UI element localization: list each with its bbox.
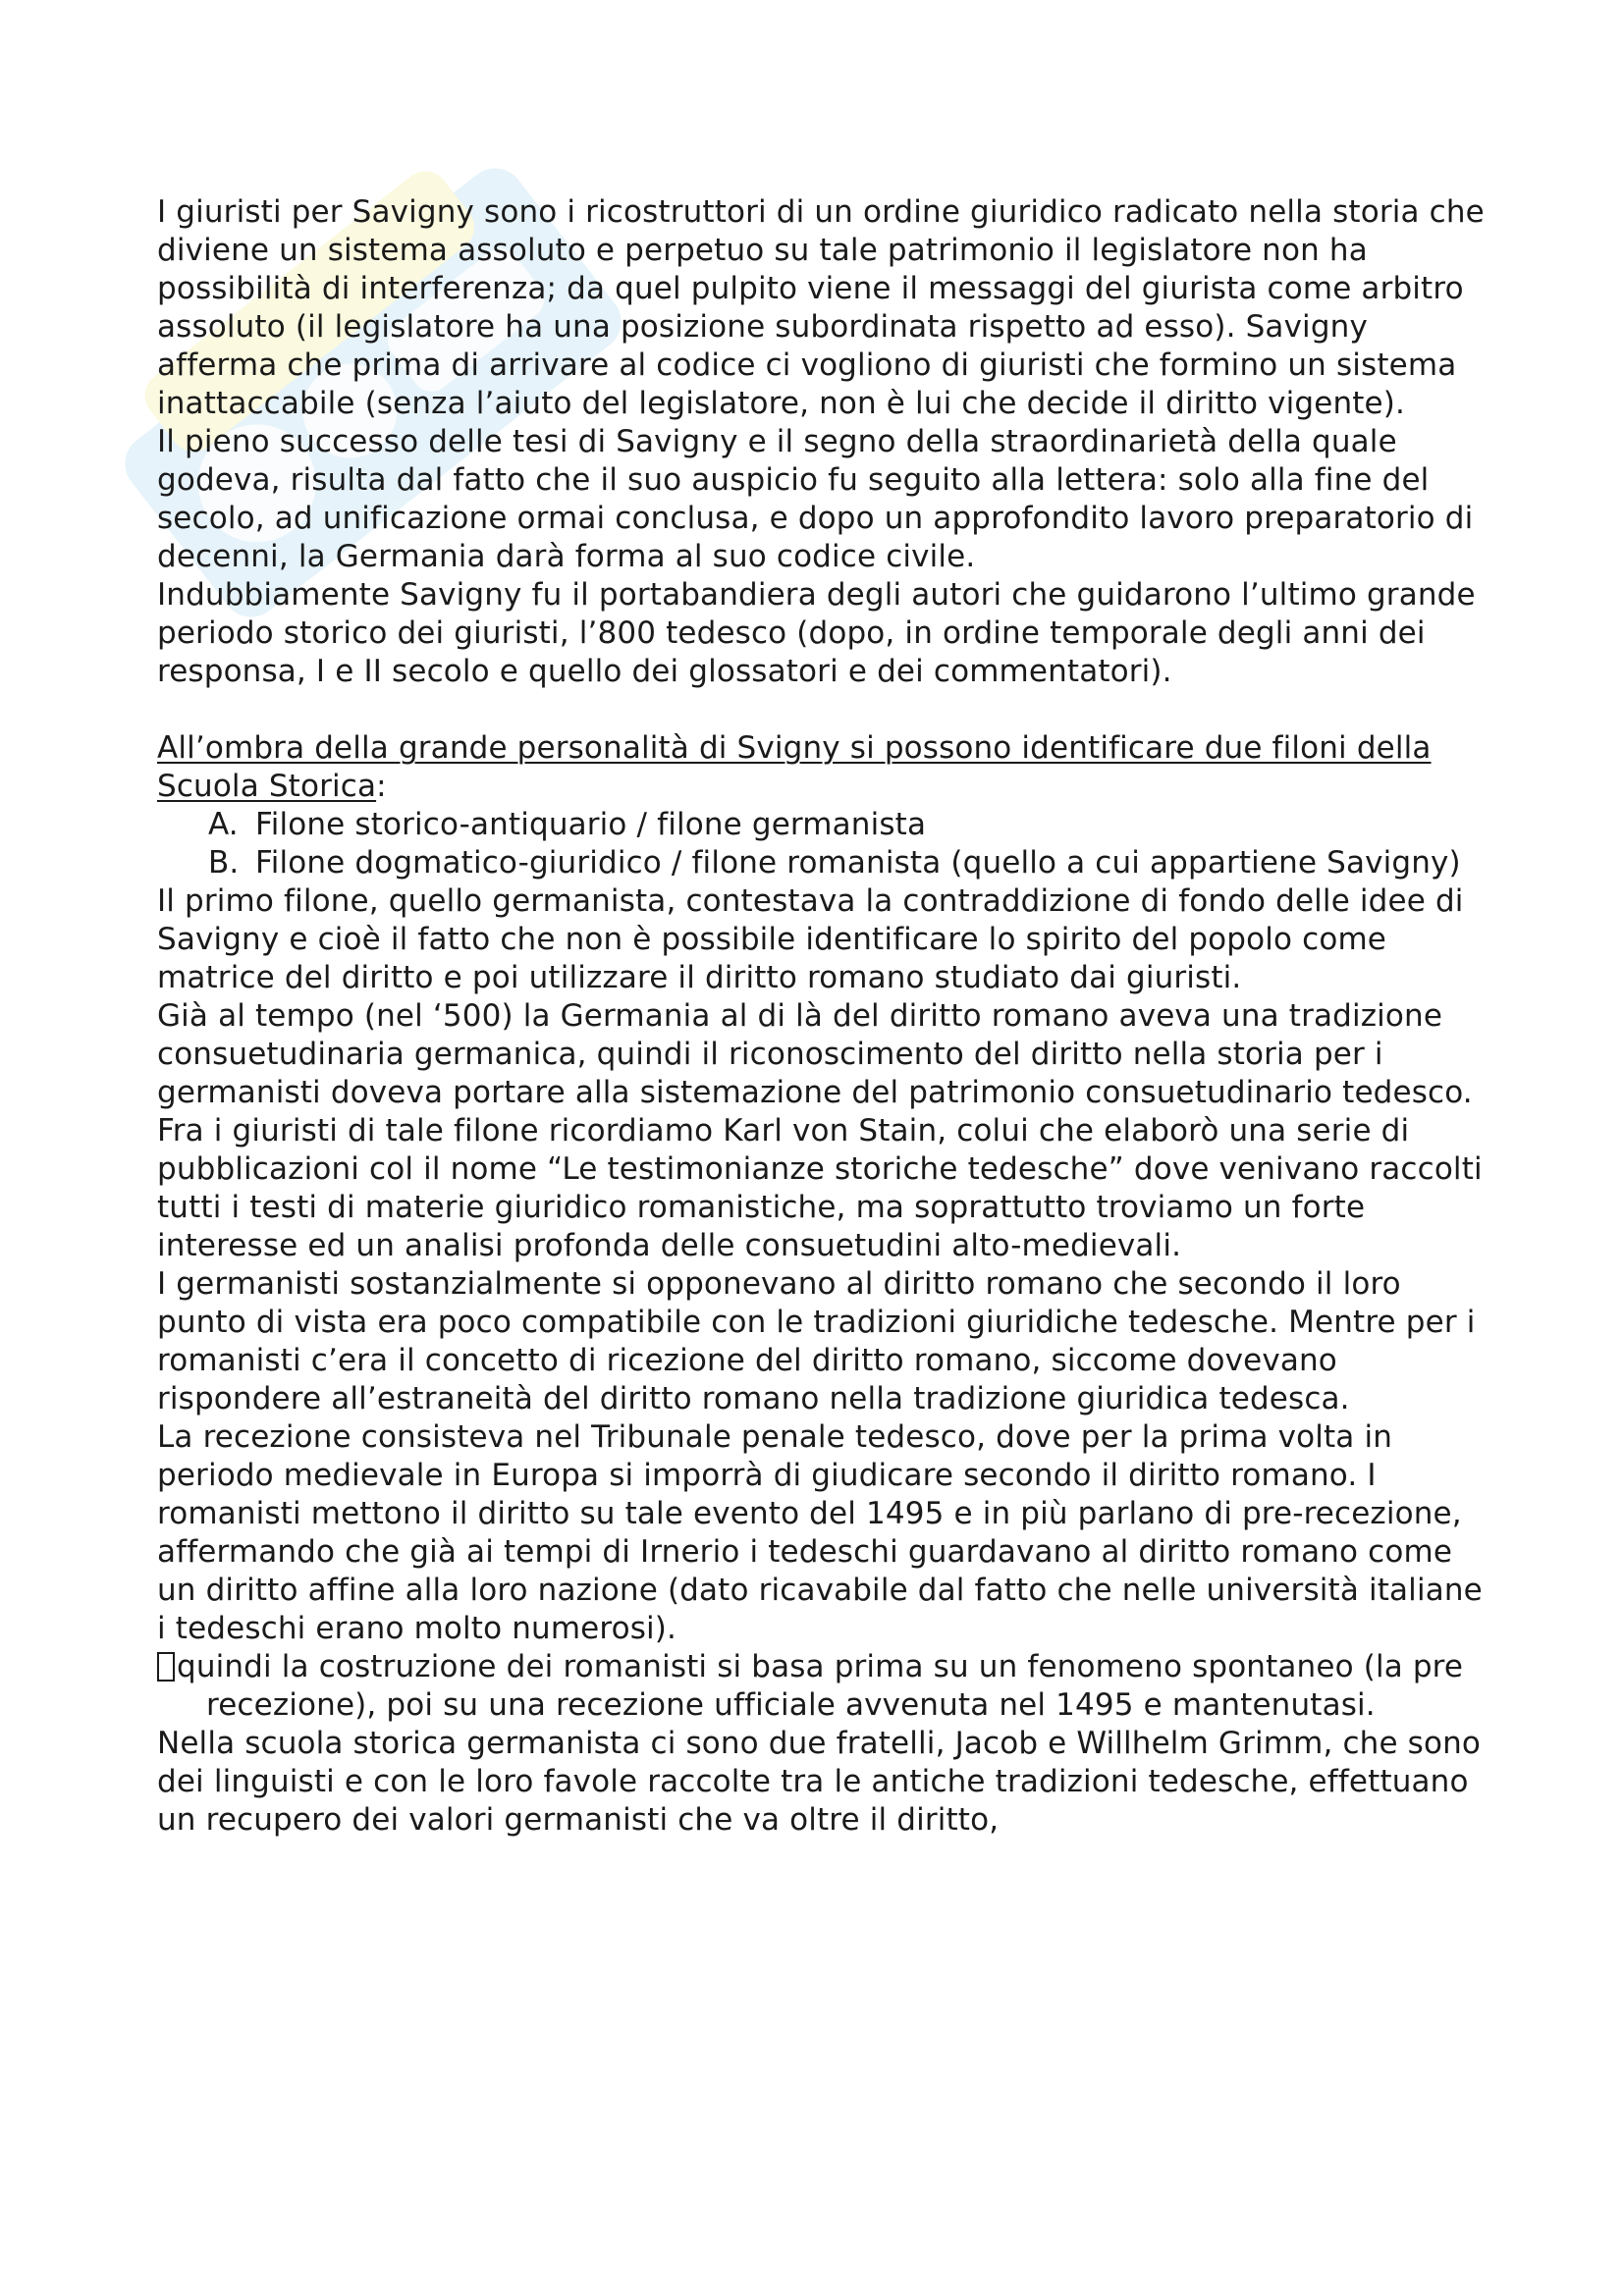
paragraph: La recezione consisteva nel Tribunale penale tedesco, dove per la prima volta in periodo medievale in Europa si imporrà di giudicare secondo il diritto romano. I romanisti mettono il diritto su tale evento del 1495 e in più parlano di pre-recezione, affermando che già ai tempi di Irnerio i tedeschi guardavano al diritto romano come un diritto affine alla loro nazione (dato ricavabile dal fatto che nelle università italiane i tedeschi erano molto numerosi).: [157, 1419, 1483, 1646]
paragraph: Il primo filone, quello germanista, contestava la contraddizione di fondo delle idee di Savigny e cioè il fatto che non è possibile identificare lo spirito del popolo come matrice del diritto e poi utilizzare il diritto romano studiato dai giuristi.: [157, 883, 1464, 995]
paragraph: Fra i giuristi di tale filone ricordiamo Karl von Stain, colui che elaborò una serie di pubblicazioni col il nome “Le testimonianze storiche tedesche” dove venivano raccolti tutti i testi di materie giuridico romanistiche, ma soprattutto troviamo un forte interesse ed un analisi profonda delle consuetudini alto-medievali.: [157, 1113, 1483, 1263]
filoni-list: [157, 806, 1492, 882]
list-item-text: Filone storico-antiquario / filone germanista: [255, 807, 927, 842]
section-heading: [157, 729, 1492, 806]
paragraph: Nella scuola storica germanista ci sono due fratelli, Jacob e Willhelm Grimm, che sono dei linguisti e con le loro favole raccolte tra le antiche tradizioni tedesche, effettuano un recupero dei valori germanisti che va oltre il diritto,: [157, 1726, 1482, 1838]
list-item: [208, 844, 1492, 882]
missing-glyph-arrow-icon: [157, 1652, 175, 1682]
list-marker: B.: [208, 845, 240, 881]
section-heading-text: All’ombra della grande personalità di Svigny si possono identificare due filoni della Scuola Storica: [157, 730, 1432, 804]
list-marker: A.: [208, 807, 239, 842]
arrow-paragraph-text: quindi la costruzione dei romanisti si basa prima su un fenomeno spontaneo (la pre: [177, 1649, 1464, 1684]
list-item-text: Filone dogmatico-giuridico / filone romanista (quello a cui appartiene Savigny): [255, 845, 1461, 881]
list-item: [208, 806, 1492, 844]
paragraph: I giuristi per Savigny sono i ricostruttori di un ordine giuridico radicato nella storia che diviene un sistema assoluto e perpetuo su tale patrimonio il legislatore non ha possibilità di interferenza; da quel pulpito viene il messaggi del giurista come arbitro assoluto (il legislatore ha una posizione subordinata rispetto ad esso). Savigny afferma che prima di arrivare al codice ci vogliono di giuristi che formino un sistema inattaccabile (senza l’aiuto del legislatore, non è lui che decide il diritto vigente).: [157, 194, 1485, 421]
arrow-paragraph-continuation: recezione), poi su una recezione ufficiale avvenuta nel 1495 e mantenutasi.: [206, 1687, 1376, 1723]
arrow-paragraph: [157, 1648, 1492, 1686]
document-body: [157, 193, 1492, 1840]
paragraph: Già al tempo (nel ‘500) la Germania al di là del diritto romano aveva una tradizione consuetudinaria germanica, quindi il riconoscimento del diritto nella storia per i germanisti doveva portare alla sistemazione del patrimonio consuetudinario tedesco.: [157, 998, 1473, 1110]
paragraph: Indubbiamente Savigny fu il portabandiera degli autori che guidarono l’ultimo grande periodo storico dei giuristi, l’800 tedesco (dopo, in ordine temporale degli anni dei responsa, I e II secolo e quello dei glossatori e dei commentatori).: [157, 577, 1476, 689]
section-heading-colon: :: [376, 769, 387, 804]
paragraph-gap: [157, 691, 1492, 729]
paragraph: I germanisti sostanzialmente si opponevano al diritto romano che secondo il loro punto di vista era poco compatibile con le tradizioni giuridiche tedesche. Mentre per i romanisti c’era il concetto di ricezione del diritto romano, siccome dovevano rispondere all’estraneità del diritto romano nella tradizione giuridica tedesca.: [157, 1266, 1476, 1416]
paragraph: Il pieno successo delle tesi di Savigny e il segno della straordinarietà della quale godeva, risulta dal fatto che il suo auspicio fu seguito alla lettera: solo alla fine del secolo, ad unificazione ormai conclusa, e dopo un approfondito lavoro preparatorio di decenni, la Germania darà forma al suo codice civile.: [157, 424, 1474, 574]
